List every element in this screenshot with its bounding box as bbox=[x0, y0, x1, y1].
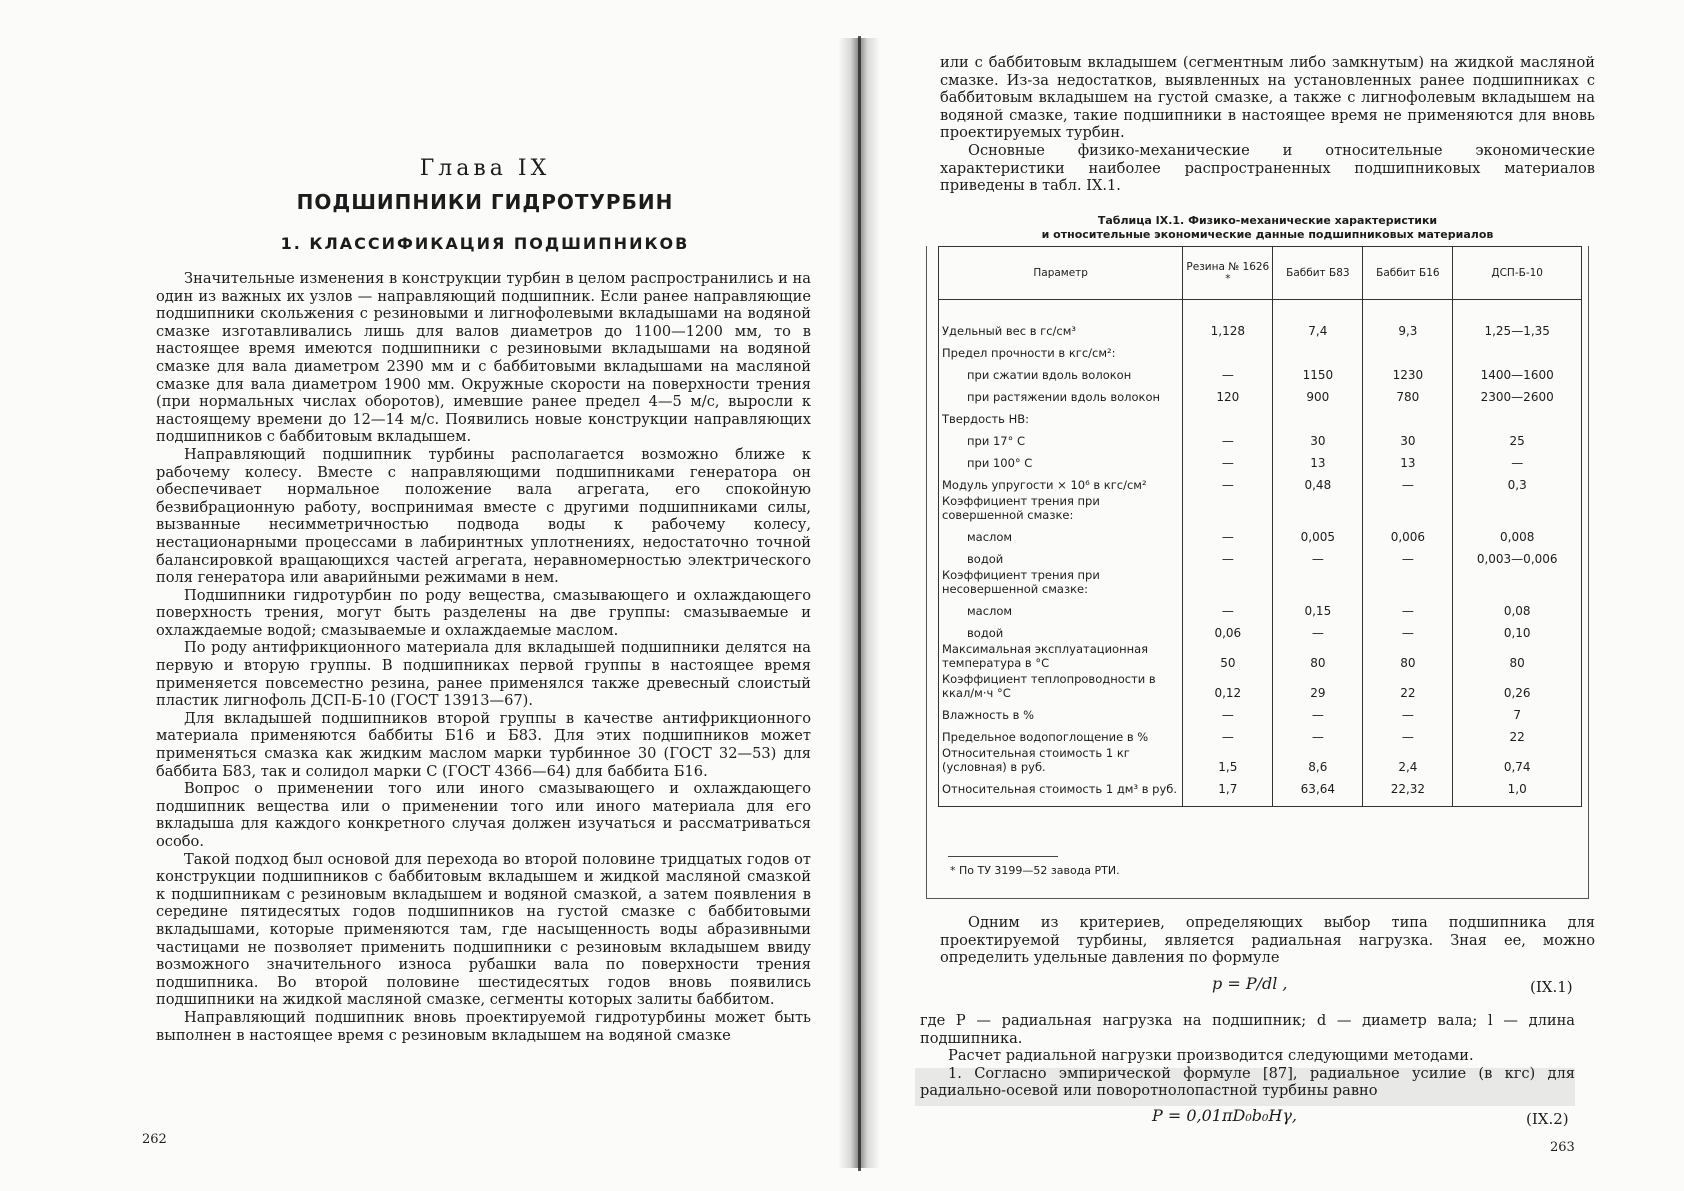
table-cell-parameter: маслом bbox=[939, 597, 1183, 619]
table-row bbox=[939, 567, 1582, 597]
table-cell-value: 29 bbox=[1273, 671, 1363, 701]
right-body-text-bottom bbox=[940, 914, 1595, 967]
table-cell-value: 7 bbox=[1453, 701, 1582, 723]
table-cell-value: — bbox=[1363, 723, 1453, 745]
table-cell-value: 1230 bbox=[1363, 361, 1453, 383]
table-cell-parameter: Удельный вес в гс/см³ bbox=[939, 300, 1183, 340]
table-cell-parameter: при растяжении вдоль волокон bbox=[939, 383, 1183, 405]
table-cell-value: 0,006 bbox=[1363, 523, 1453, 545]
table-cell-value: 0,005 bbox=[1273, 523, 1363, 545]
table-row bbox=[939, 545, 1582, 567]
table-cell-value bbox=[1363, 567, 1453, 597]
table-cell-value bbox=[1363, 493, 1453, 523]
right-body-text-after-formula bbox=[920, 1012, 1575, 1100]
table-cell-value bbox=[1273, 567, 1363, 597]
table-cell-value: 8,6 bbox=[1273, 745, 1363, 775]
paragraph: Подшипники гидротурбин по роду вещества, смазывающего и охлаждающего поверхность трения, могут быть разделены на две группы: смазываемые и охлаждаемые водой; смазываемые и охлаждаемые маслом. bbox=[156, 586, 811, 639]
table-cell-value bbox=[1183, 493, 1273, 523]
table-row bbox=[939, 361, 1582, 383]
table-row bbox=[939, 745, 1582, 775]
table-cell-value: 9,3 bbox=[1363, 300, 1453, 340]
table-cell-parameter: водой bbox=[939, 545, 1183, 567]
table-cell-value: 13 bbox=[1363, 449, 1453, 471]
table-cell-value: 780 bbox=[1363, 383, 1453, 405]
table-cell-value: — bbox=[1183, 723, 1273, 745]
table-row bbox=[939, 449, 1582, 471]
table-cell-value: 0,26 bbox=[1453, 671, 1582, 701]
table-cell-value: — bbox=[1363, 545, 1453, 567]
formula-ix2: P = 0,01πD₀b₀Hγ, bbox=[1152, 1106, 1297, 1125]
table-cell-value: — bbox=[1183, 449, 1273, 471]
table-cell-value: 2300—2600 bbox=[1453, 383, 1582, 405]
paragraph: Направляющий подшипник вновь проектируемой гидротурбины может быть выполнен в настоящее время с резиновым вкладышем на водяной смазке bbox=[156, 1008, 811, 1044]
table-cell-value bbox=[1183, 405, 1273, 427]
table-cell-value: — bbox=[1363, 597, 1453, 619]
table-cell-value: — bbox=[1273, 723, 1363, 745]
header-babbit-b83: Баббит Б83 bbox=[1273, 247, 1363, 300]
table-cell-value: 120 bbox=[1183, 383, 1273, 405]
table-cell-value: 0,74 bbox=[1453, 745, 1582, 775]
paragraph: Для вкладышей подшипников второй группы в качестве антифрикционного материала применяются баббиты Б16 и Б83. Для этих подшипников может применяться смазка как жидким маслом марки турбинное 30 (ГОСТ 32—53) для баббита Б83, так и солидол марки С (ГОСТ 4366—64) для баббита Б16. bbox=[156, 709, 811, 780]
equation-number-ix1: (IX.1) bbox=[1530, 978, 1573, 996]
header-dsp: ДСП-Б-10 bbox=[1453, 247, 1582, 300]
table-cell-parameter: маслом bbox=[939, 523, 1183, 545]
table-cell-parameter: Модуль упругости × 10⁶ в кгс/см² bbox=[939, 471, 1183, 493]
table-cell-value: — bbox=[1363, 619, 1453, 641]
table-cell-value: — bbox=[1363, 701, 1453, 723]
table-cell-value: 80 bbox=[1363, 641, 1453, 671]
table-body bbox=[939, 300, 1582, 807]
paragraph: Такой подход был основой для перехода во второй половине тридцатых годов от конструкции подшипников с баббитовым вкладышем и жидкой масляной смазкой к подшипникам с резиновым вкладышем и водяной смазкой, а затем появления в середине пятидесятых годов подшипников на густой смазке с баббитовыми вкладышами, которые применяются там, где насыщенность воды абразивными частицами не позволяет применить подшипники с резиновым вкладышем ввиду возможного значительного износа рубашки вала по поверхности трения подшипника. Во второй половине шестидесятых годов вновь появились подшипники на жидкой масляной смазке, сегменты которых залиты баббитом. bbox=[156, 850, 811, 1009]
right-body-text-top bbox=[940, 54, 1595, 195]
paragraph: По роду антифрикционного материала для вкладышей подшипники делятся на первую и вторую группы. В подшипниках первой группы в настоящее время применяется повсеместно резина, ранее применялся также древесный слоистый пластик лигнофоль ДСП-Б-10 (ГОСТ 13913—67). bbox=[156, 639, 811, 710]
paragraph: Одним из критериев, определяющих выбор типа подшипника для проектируемой турбины, является радиальная нагрузка. Зная ее, можно определить удельные давления по формуле bbox=[940, 914, 1595, 967]
table-row bbox=[939, 619, 1582, 641]
table-cell-value: 900 bbox=[1273, 383, 1363, 405]
table-cell-value bbox=[1183, 567, 1273, 597]
table-row bbox=[939, 339, 1582, 361]
table-cell-value: 22,32 bbox=[1363, 775, 1453, 807]
equation-number-ix2: (IX.2) bbox=[1526, 1110, 1569, 1128]
table-cell-parameter: Относительная стоимость 1 дм³ в руб. bbox=[939, 775, 1183, 807]
left-body-text bbox=[156, 270, 811, 1044]
table-cell-value: 1,7 bbox=[1183, 775, 1273, 807]
table-cell-parameter: Коэффициент трения при несовершенной смазке: bbox=[939, 567, 1183, 597]
table-cell-value bbox=[1273, 493, 1363, 523]
table-cell-parameter: Коэффициент трения при совершенной смазке: bbox=[939, 493, 1183, 523]
table-cell-value bbox=[1183, 339, 1273, 361]
paragraph: или с баббитовым вкладышем (сегментным либо замкнутым) на жидкой масляной смазке. Из-за недостатков, выявленных на установленных ранее подшипниках с баббитовым вкладышем на густой смазке, а также с лигнофолевым вкладышем на водяной смазке, такие подшипники в настоящее время не применяются для вновь проектируемых турбин. bbox=[940, 54, 1595, 142]
paragraph: Основные физико-механические и относительные экономические характеристики наиболее распространенных подшипниковых материалов приведены в табл. IX.1. bbox=[940, 141, 1595, 195]
table-cell-value: 1400—1600 bbox=[1453, 361, 1582, 383]
table-cell-value: — bbox=[1363, 471, 1453, 493]
formula-ix1: p = P/dl , bbox=[1212, 974, 1288, 993]
table-cell-value: 0,08 bbox=[1453, 597, 1582, 619]
table-cell-value bbox=[1453, 567, 1582, 597]
table-cell-value: 80 bbox=[1453, 641, 1582, 671]
table-cell-parameter: Относительная стоимость 1 кг (условная) в руб. bbox=[939, 745, 1183, 775]
table-row bbox=[939, 427, 1582, 449]
table-cell-parameter: водой bbox=[939, 619, 1183, 641]
table-cell-value: 7,4 bbox=[1273, 300, 1363, 340]
table-cell-value: 13 bbox=[1273, 449, 1363, 471]
table-cell-value: — bbox=[1183, 523, 1273, 545]
paragraph: Расчет радиальной нагрузки производится следующими методами. bbox=[948, 1047, 1474, 1065]
table-cell-value: 30 bbox=[1273, 427, 1363, 449]
table-cell-value: 0,008 bbox=[1453, 523, 1582, 545]
table-cell-parameter: Коэффициент теплопроводности в ккал/м·ч °С bbox=[939, 671, 1183, 701]
table-cell-value: 22 bbox=[1363, 671, 1453, 701]
table-caption bbox=[940, 214, 1595, 242]
table-cell-value bbox=[1363, 339, 1453, 361]
table-cell-value: 22 bbox=[1453, 723, 1582, 745]
chapter-title: ПОДШИПНИКИ ГИДРОТУРБИН bbox=[296, 190, 674, 214]
table-cell-value: — bbox=[1183, 471, 1273, 493]
table-cell-value: — bbox=[1183, 545, 1273, 567]
table-row bbox=[939, 383, 1582, 405]
table-cell-value: — bbox=[1183, 597, 1273, 619]
table-cell-value bbox=[1453, 405, 1582, 427]
table-cell-parameter: Влажность в % bbox=[939, 701, 1183, 723]
table-row bbox=[939, 523, 1582, 545]
table-cell-value: 1,0 bbox=[1453, 775, 1582, 807]
table-cell-value: 0,12 bbox=[1183, 671, 1273, 701]
paragraph: где P — радиальная нагрузка на подшипник; d — диаметр вала; l — длина подшипника. bbox=[920, 1012, 1575, 1047]
header-babbit-b16: Баббит Б16 bbox=[1363, 247, 1453, 300]
table-caption-line-2: и относительные экономические данные подшипниковых материалов bbox=[1041, 228, 1494, 241]
table-row bbox=[939, 775, 1582, 807]
table-cell-value: 0,48 bbox=[1273, 471, 1363, 493]
table-cell-value: 0,3 bbox=[1453, 471, 1582, 493]
table-cell-parameter: при 17° С bbox=[939, 427, 1183, 449]
paragraph: 1. Согласно эмпирической формуле [87], радиальное усилие (в кгс) для радиально-осевой или поворотнолопастной турбины равно bbox=[920, 1064, 1575, 1100]
paragraph: Вопрос о применении того или иного смазывающего и охлаждающего подшипник вещества или о применении того или иного материала для его вкладыша для каждого конкретного случая должен изучаться и рассматриваться особо. bbox=[156, 780, 811, 850]
page-number-right: 263 bbox=[1550, 1140, 1575, 1155]
table-cell-value: 0,06 bbox=[1183, 619, 1273, 641]
table-cell-parameter: при сжатии вдоль волокон bbox=[939, 361, 1183, 383]
table-footnote: * По ТУ 3199—52 завода РТИ. bbox=[950, 864, 1120, 877]
materials-table bbox=[938, 246, 1582, 807]
table-row bbox=[939, 641, 1582, 671]
table-cell-value: 25 bbox=[1453, 427, 1582, 449]
table-cell-value: — bbox=[1183, 427, 1273, 449]
table-cell-value bbox=[1453, 339, 1582, 361]
table-cell-value: 80 bbox=[1273, 641, 1363, 671]
table-row bbox=[939, 300, 1582, 340]
table-cell-value: — bbox=[1183, 701, 1273, 723]
table-cell-parameter: Предельное водопоглощение в % bbox=[939, 723, 1183, 745]
table-cell-value: — bbox=[1273, 545, 1363, 567]
table-row bbox=[939, 701, 1582, 723]
table-cell-value: 1,5 bbox=[1183, 745, 1273, 775]
table-cell-value: 30 bbox=[1363, 427, 1453, 449]
table-cell-value bbox=[1273, 339, 1363, 361]
header-parameter: Параметр bbox=[939, 247, 1183, 300]
table-cell-value: — bbox=[1183, 361, 1273, 383]
table-cell-value: 0,15 bbox=[1273, 597, 1363, 619]
table-cell-value: 1,128 bbox=[1183, 300, 1273, 340]
table-row bbox=[939, 723, 1582, 745]
page-number-left: 262 bbox=[142, 1132, 167, 1147]
table-cell-parameter: при 100° С bbox=[939, 449, 1183, 471]
table-cell-value: 2,4 bbox=[1363, 745, 1453, 775]
table-cell-value bbox=[1453, 493, 1582, 523]
table-row bbox=[939, 597, 1582, 619]
table-cell-value: 50 bbox=[1183, 641, 1273, 671]
table-cell-parameter: Твердость HB: bbox=[939, 405, 1183, 427]
table-cell-value: 63,64 bbox=[1273, 775, 1363, 807]
table-cell-value: — bbox=[1273, 701, 1363, 723]
paragraph: Направляющий подшипник турбины располагается возможно ближе к рабочему колесу. Вместе с направляющими подшипниками генератора он обеспечивает нормальное положение вала агрегата, его спокойную безвибрационную работу, воспринимая вместе с другими подшипниками силы, вызванные несимметричностью подвода воды к рабочему колесу, нестационарными процессами в лабиринтных уплотнениях, недостаточно точной балансировкой вращающихся частей агрегата, неравномерностью электрического поля генератора или аварийными режимами в нем. bbox=[156, 445, 811, 587]
footnote-rule bbox=[948, 856, 1058, 857]
header-rubber: Резина № 1626 * bbox=[1183, 247, 1273, 300]
section-heading: 1. КЛАССИФИКАЦИЯ ПОДШИПНИКОВ bbox=[280, 234, 690, 253]
table-cell-value: 1,25—1,35 bbox=[1453, 300, 1582, 340]
table-cell-value: 1150 bbox=[1273, 361, 1363, 383]
table-cell-value: — bbox=[1453, 449, 1582, 471]
chapter-heading: Глава IX bbox=[419, 156, 551, 181]
table-cell-value: 0,10 bbox=[1453, 619, 1582, 641]
table-header-row bbox=[939, 247, 1582, 300]
table-cell-parameter: Максимальная эксплуатационная температура в °С bbox=[939, 641, 1183, 671]
table-row bbox=[939, 493, 1582, 523]
table-cell-parameter: Предел прочности в кгс/см²: bbox=[939, 339, 1183, 361]
paragraph: Значительные изменения в конструкции турбин в целом распространились и на один из важных их узлов — направляющий подшипник. Если ранее направляющие подшипники скольжения с резиновыми и лигнофолевыми вкладышами на водяной смазке изготавливались лишь для валов диаметров до 1100—1200 мм, то в настоящее время имеются подшипники с резиновыми вкладышами на водяной смазке для вала диаметром 2390 мм и с баббитовыми вкладышами на масляной смазке для вала диаметром 1900 мм. Окружные скорости на поверхности трения (при нормальных числах оборотов), имевшие ранее предел 4—5 м/с, выросли к настоящему времени до 12—14 м/с. Появились новые конструкции направляющих подшипников с баббитовым вкладышем. bbox=[156, 270, 811, 446]
table-row bbox=[939, 671, 1582, 701]
table-cell-value: — bbox=[1273, 619, 1363, 641]
table-cell-value bbox=[1273, 405, 1363, 427]
table-cell-value bbox=[1363, 405, 1453, 427]
table-caption-line-1: Таблица IX.1. Физико-механические характеристики bbox=[1097, 214, 1438, 227]
table-row bbox=[939, 405, 1582, 427]
table-cell-value: 0,003—0,006 bbox=[1453, 545, 1582, 567]
table-row bbox=[939, 471, 1582, 493]
